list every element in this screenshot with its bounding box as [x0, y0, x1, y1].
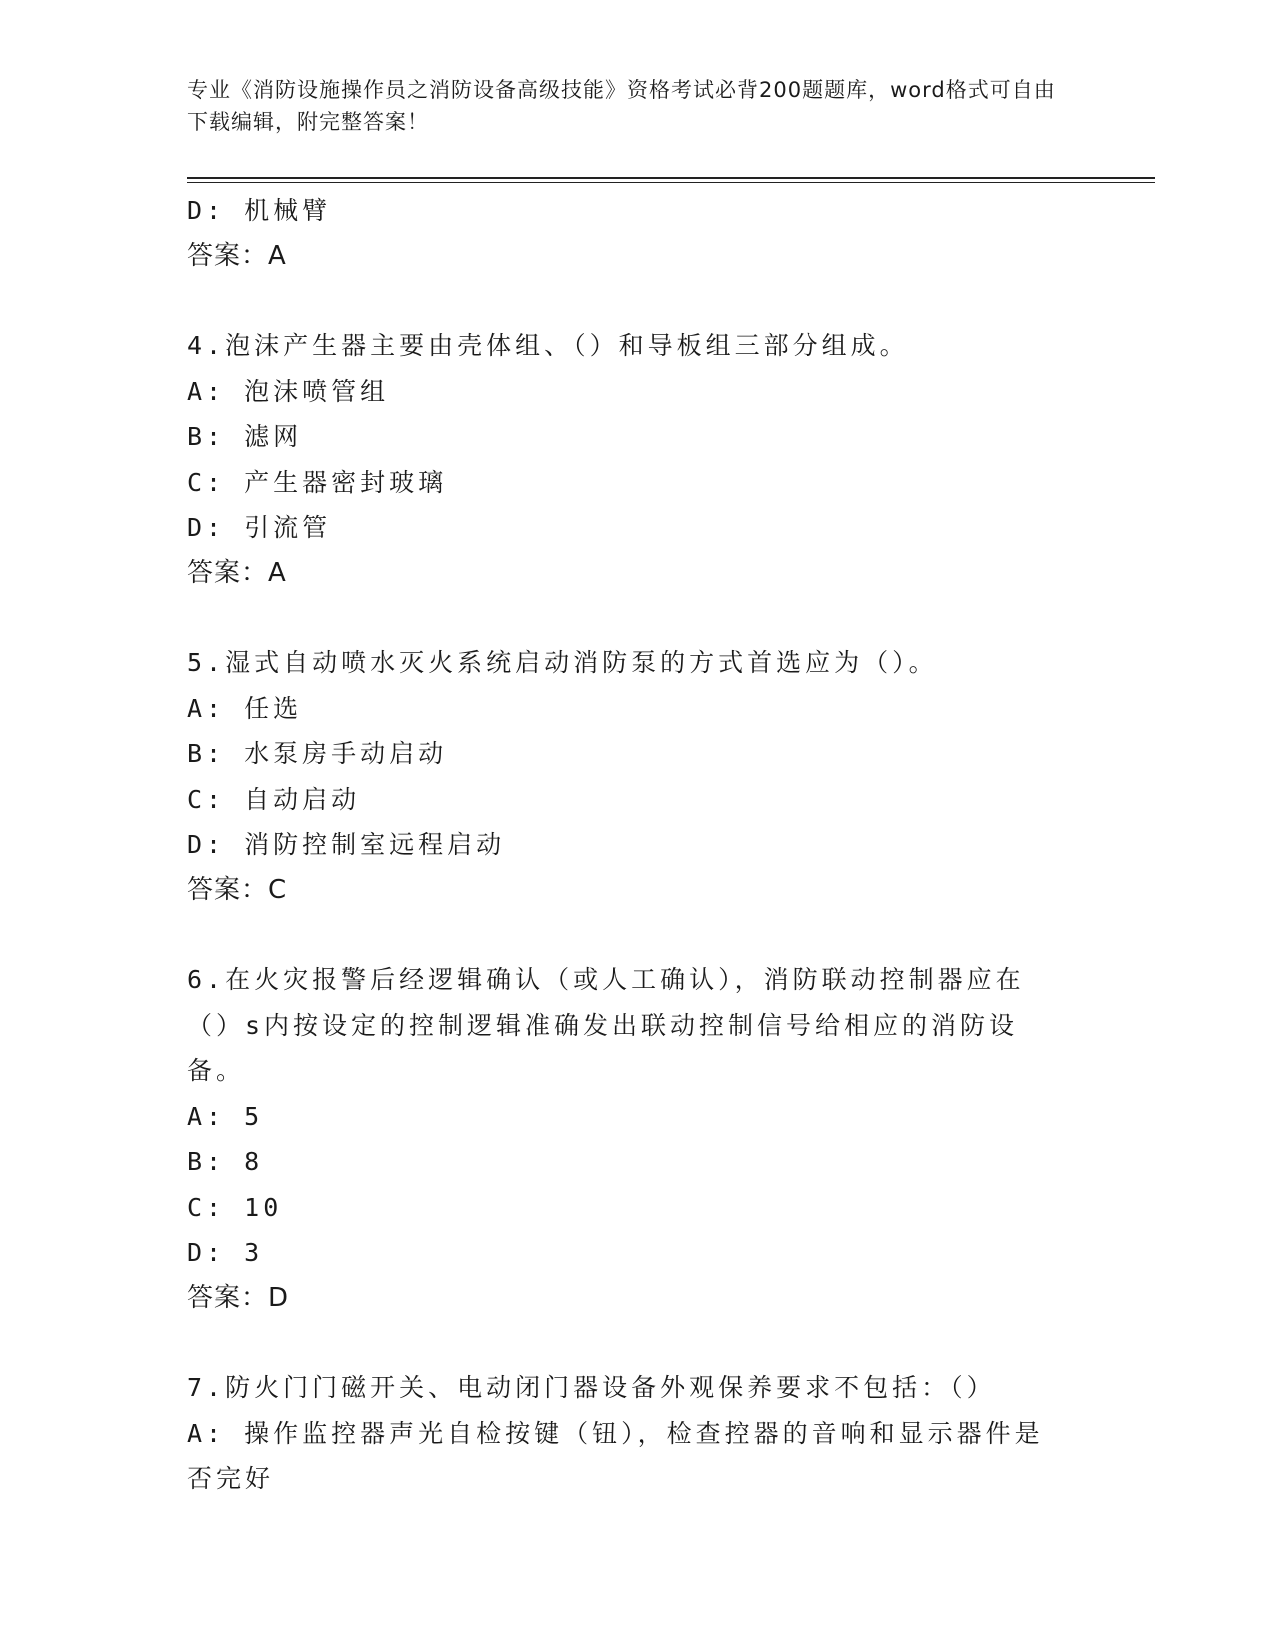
- question-4-option-b: B: 滤网: [187, 422, 303, 451]
- carryover-answer: 答案：A: [187, 240, 287, 271]
- question-5-option-a: A: 任选: [187, 693, 303, 723]
- question-6-answer: 答案：D: [187, 1282, 290, 1313]
- question-5-option-b: B: 水泵房手动启动: [187, 739, 448, 768]
- question-4-stem: 4.泡沫产生器主要由壳体组、（）和导板组三部分组成。: [187, 331, 909, 360]
- question-4-option-c: C: 产生器密封玻璃: [187, 467, 448, 497]
- question-4-option-a: A: 泡沫喷管组: [187, 376, 390, 406]
- page-header: 专业《消防设施操作员之消防设备高级技能》资格考试必背200题题库，word格式可自由下载编辑，附完整答案！: [187, 78, 1056, 134]
- question-4-answer: 答案：A: [187, 557, 287, 588]
- question-5-stem: 5.湿式自动喷水灭火系统启动消防泵的方式首选应为（）。: [187, 648, 938, 677]
- question-4-option-d: D: 引流管: [187, 513, 332, 542]
- question-7-option-a: A: 操作监控器声光自检按键（钮），检查控器的音响和显示器件是否完好: [187, 1418, 1044, 1493]
- question-5-option-d: D: 消防控制室远程启动: [187, 830, 506, 859]
- question-7-stem: 7.防火门门磁开关、电动闭门器设备外观保养要求不包括：（）: [187, 1373, 996, 1402]
- header-divider-thin: [187, 182, 1155, 183]
- question-6-option-c: C: 10: [187, 1192, 283, 1222]
- question-5-answer: 答案：C: [187, 874, 288, 905]
- question-6-option-d: D: 3: [187, 1238, 264, 1267]
- question-6-stem: 6.在火灾报警后经逻辑确认（或人工确认），消防联动控制器应在（）s内按设定的控制逻辑准确发出联动控制信号给相应的消防设备。: [187, 965, 1025, 1085]
- header-divider-thick: [187, 177, 1155, 179]
- question-6-option-a: A: 5: [187, 1101, 264, 1131]
- question-5-option-c: C: 自动启动: [187, 784, 361, 814]
- question-content: [187, 188, 1087, 1502]
- carryover-option-d: D: 机械臂: [187, 196, 332, 225]
- question-6-option-b: B: 8: [187, 1147, 264, 1176]
